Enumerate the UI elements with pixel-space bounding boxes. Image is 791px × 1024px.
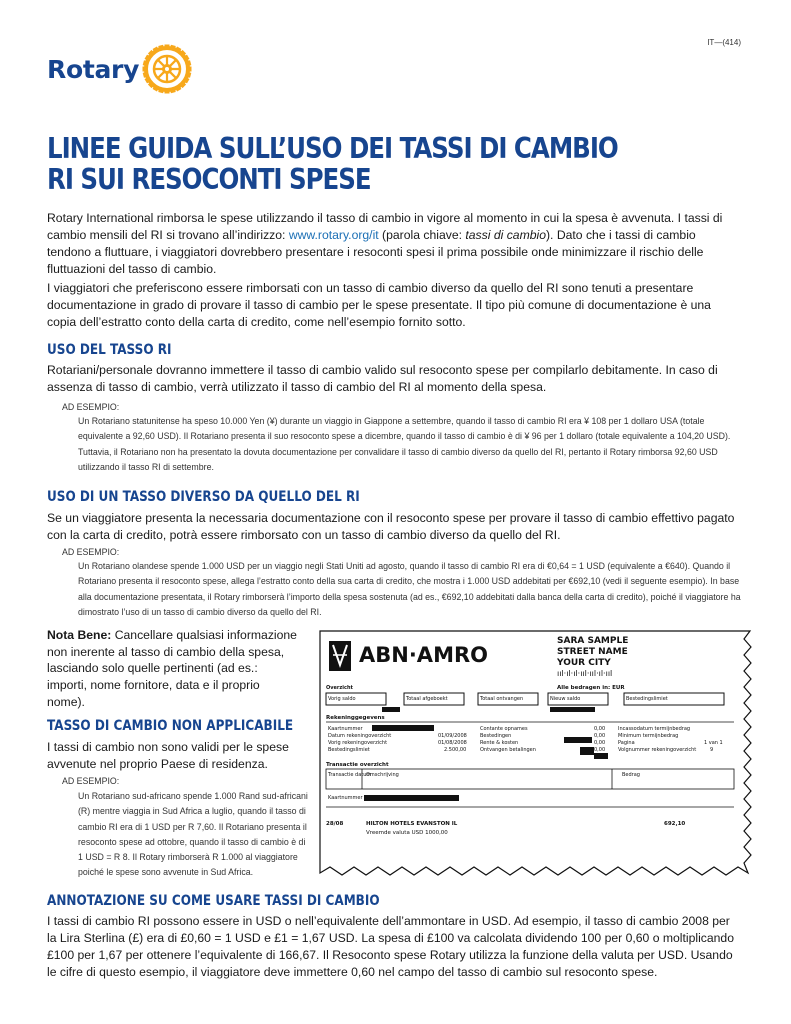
transaction-date: 28/08 [326,821,344,827]
svg-text:Vorig rekeningoverzicht: Vorig rekeningoverzicht [328,740,388,746]
intro-paragraph-1: Rotary International rimborsa le spese utilizzando il tasso di cambio in vigore al momento in cui la spesa è avvenuta. I tassi di cambio mensili del RI si trovano all’indirizzo: www.rotary.org/it (parola chiave: tassi di cambio). Dato che i tassi di cambio tendono a fluttuare, i viaggiatori dovrebbero presentare i resoconti spesi il prima possibile onde minimizzare il rischio delle fluttuazioni del tasso di cambio. [47,211,723,276]
svg-text:Omschrijving: Omschrijving [366,772,399,778]
svg-text:Pagina: Pagina [618,740,635,746]
section-heading-non-applicabile: TASSO DI CAMBIO NON APPLICABILE [47,718,294,734]
svg-text:Incassodatum termijnbedrag: Incassodatum termijnbedrag [618,726,691,732]
svg-text:Rente & kosten: Rente & kosten [480,740,519,746]
svg-text:9: 9 [710,747,714,753]
svg-text:Contante opnames: Contante opnames [480,726,528,732]
svg-text:Ontvangen betalingen: Ontvangen betalingen [480,747,536,753]
section3-example: Un Rotariano sud-africano spende 1.000 Rand sud-africani (R) mentre viaggia in Sud Africa a luglio, quando il tasso di cambio RI era di 1 USD per R 7,60. Il Rotariano presenta il resoconto spese ad ottobre, quando il tasso di cambio è di 1 USD = R 8. Il Rotary rimborserà R 1.000 al viaggiatore poiché le spese sono avvenute in Sud Africa. [78,791,308,878]
svg-text:Bestedingslimiet: Bestedingslimiet [328,747,370,753]
head-cell-1: Vorig saldo [328,696,356,702]
redaction [594,753,608,759]
svg-text:Bestedingen: Bestedingen [480,733,512,739]
redaction [580,747,594,755]
rotary-logo [47,44,192,94]
svg-text:Kaartnummer: Kaartnummer [328,726,363,732]
credit-card-statement-image [312,627,757,882]
svg-text:Transactie datum: Transactie datum [328,772,372,778]
postal-barcode: ııl‧ıl‧ıl‧ııl‧ııl‧ıl‧ııl [557,669,613,678]
section-heading-tasso-diverso: USO DI UN TASSO DIVERSO DA QUELLO DEL RI [47,489,360,505]
head-cell-4: Nieuw saldo [550,696,581,702]
redaction [364,795,459,801]
svg-text:Bedrag: Bedrag [622,772,640,778]
foreign-currency-note: Vreemde valuta USD 1000,00 [366,830,448,836]
amounts-label: Alle bedragen in: EUR [557,685,625,691]
logo-wordmark: Rotary [47,54,140,84]
head-cell-5: Bestedingslimiet [626,696,668,702]
address-line-2: STREET NAME [557,647,628,657]
svg-text:01/09/2008: 01/09/2008 [438,733,467,739]
section2-example: Un Rotariano olandese spende 1.000 USD per un viaggio negli Stati Uniti ad agosto, quando il tasso di cambio RI era di €0,64 = 1 USD (equivalente a €640). Quando il Rotariano presenta il resoconto spese, allega l’estratto conto della sua carta di credito, che mostra i 1.000 USD addebitati per €692,10 (vedi il seguente esempio). In base alla documentazione presentata, il Rotary rimborserà l’importo della spesa sostenuta (ad es., €692,10 addebitati dalla banca della carta di credito), poiché il viaggiatore ha dimostrato l’uso di un tasso di cambio diverso da quello del RI. [78,561,741,617]
page-title: LINEE GUIDA SULL’USO DEI TASSI DI CAMBIO RI SUI RESOCONTI SPESE [47,132,618,196]
transaction-description: HILTON HOTELS EVANSTON IL [366,821,458,827]
document-code: IT—(414) [707,38,741,47]
address-line-3: YOUR CITY [557,658,611,668]
redaction [382,707,400,712]
head-cell-3: Totaal ontvangen [480,696,524,702]
svg-text:0,00: 0,00 [594,740,606,746]
svg-text:Datum rekeningoverzicht: Datum rekeningoverzicht [328,733,392,739]
transactions-label: Transactie overzicht [326,762,389,768]
svg-text:0,00: 0,00 [594,733,606,739]
head-cell-2: Totaal afgeboekt [406,696,448,702]
account-label: Rekeninggegevens [326,715,385,721]
svg-text:2.500,00: 2.500,00 [444,747,467,753]
svg-text:0,00: 0,00 [594,747,606,753]
redaction [564,737,592,743]
svg-text:0,00: 0,00 [594,726,606,732]
redaction [550,707,595,712]
svg-text:Volgnummer rekeningoverzicht: Volgnummer rekeningoverzicht [618,747,697,753]
svg-text:Minimum termijnbedrag: Minimum termijnbedrag [618,733,679,739]
section2-example-label: AD ESEMPIO: [62,547,120,557]
section-heading-annotazione: ANNOTAZIONE SU COME USARE TASSI DI CAMBIO [47,893,380,909]
intro-paragraph-2: I viaggiatori che preferiscono essere rimborsati con un tasso di cambio diverso da quello del RI sono tenuti a presentare documentazione in grado di provare il tasso di cambio per le spese presentate. Il tipo più comune di documentazione è una copia dell’estratto conto della carta di credito, come nell’esempio fornito sotto. [47,281,711,329]
section1-body: Rotariani/personale dovranno immettere il tasso di cambio valido sul resoconto spese per compilarlo debitamente. In caso di assenza di tasso di cambio, verrà utilizzato il tasso di cambio del RI al momento della spesa. [47,363,718,394]
abn-amro-shield-icon [329,641,351,671]
transaction-amount: 692,10 [664,821,686,827]
address-line-1: SARA SAMPLE [557,636,629,646]
section3-example-label: AD ESEMPIO: [62,776,120,786]
rotary-website-link[interactable]: www.rotary.org/it [288,228,379,242]
section1-example-label: AD ESEMPIO: [62,402,120,412]
section-heading-uso-tasso-ri: USO DEL TASSO RI [47,342,172,358]
redaction [372,725,434,731]
svg-text:01/08/2008: 01/08/2008 [438,740,467,746]
bank-name: ABN·AMRO [359,643,488,667]
rotary-wheel-icon [142,44,192,94]
svg-text:Kaartnummer: Kaartnummer [328,795,363,801]
section3-body: I tassi di cambio non sono validi per le spese avvenute nel proprio Paese di residenza. [47,740,289,771]
svg-text:1 van 1: 1 van 1 [704,740,723,746]
section1-example: Un Rotariano statunitense ha speso 10.000 Yen (¥) durante un viaggio in Giappone a settembre, quando il tasso di cambio RI era ¥ 108 per 1 dollaro USA (totale equivalente a 92,60 USD). Il Rotariano presenta il suo resoconto spese a dicembre, quando il tasso di cambio è di ¥ 96 per 1 dollaro (totale equivalente a 104,20 USD). Tuttavia, il Rotariano non ha presentato la dovuta documentazione per convalidare il tasso di cambio diverso da quello del RI, pertanto il Rotary rimborsa 92,60 USD utilizzando il tasso RI di settembre. [78,416,731,472]
section4-body: I tassi di cambio RI possono essere in USD o nell’equivalente dell’ammontare in USD. Ad esempio, il tasso di cambio 2008 per la Lira Sterlina (£) era di £0,60 = 1 USD e £1 = 1,67 USD. La spesa di £100 va calcolata dividendo 100 per 0,60 o moltiplicando £100 per 1,67 per ottenere l’equivalente di 166,67. Il Resoconto spese Rotary utilizza la funzione della valuta per USD. Usando le cifre di questo esempio, il viaggiatore deve immettere 0,60 nel campo del tasso di cambio sul resoconto spese. [47,914,734,979]
nota-bene: Nota Bene: Cancellare qualsiasi informazione non inerente al tasso di cambio della spesa, lasciando solo quelle pertinenti (ad es.: importi, nome fornitore, data e il proprio nome). [47,628,297,709]
overview-label: Overzicht [326,685,353,691]
section2-body: Se un viaggiatore presenta la necessaria documentazione con il resoconto spese per provare il tasso di cambio effettivo pagato con la carta di credito, potrà essere rimborsato con un tasso di cambio diverso da quello del RI. [47,511,735,542]
